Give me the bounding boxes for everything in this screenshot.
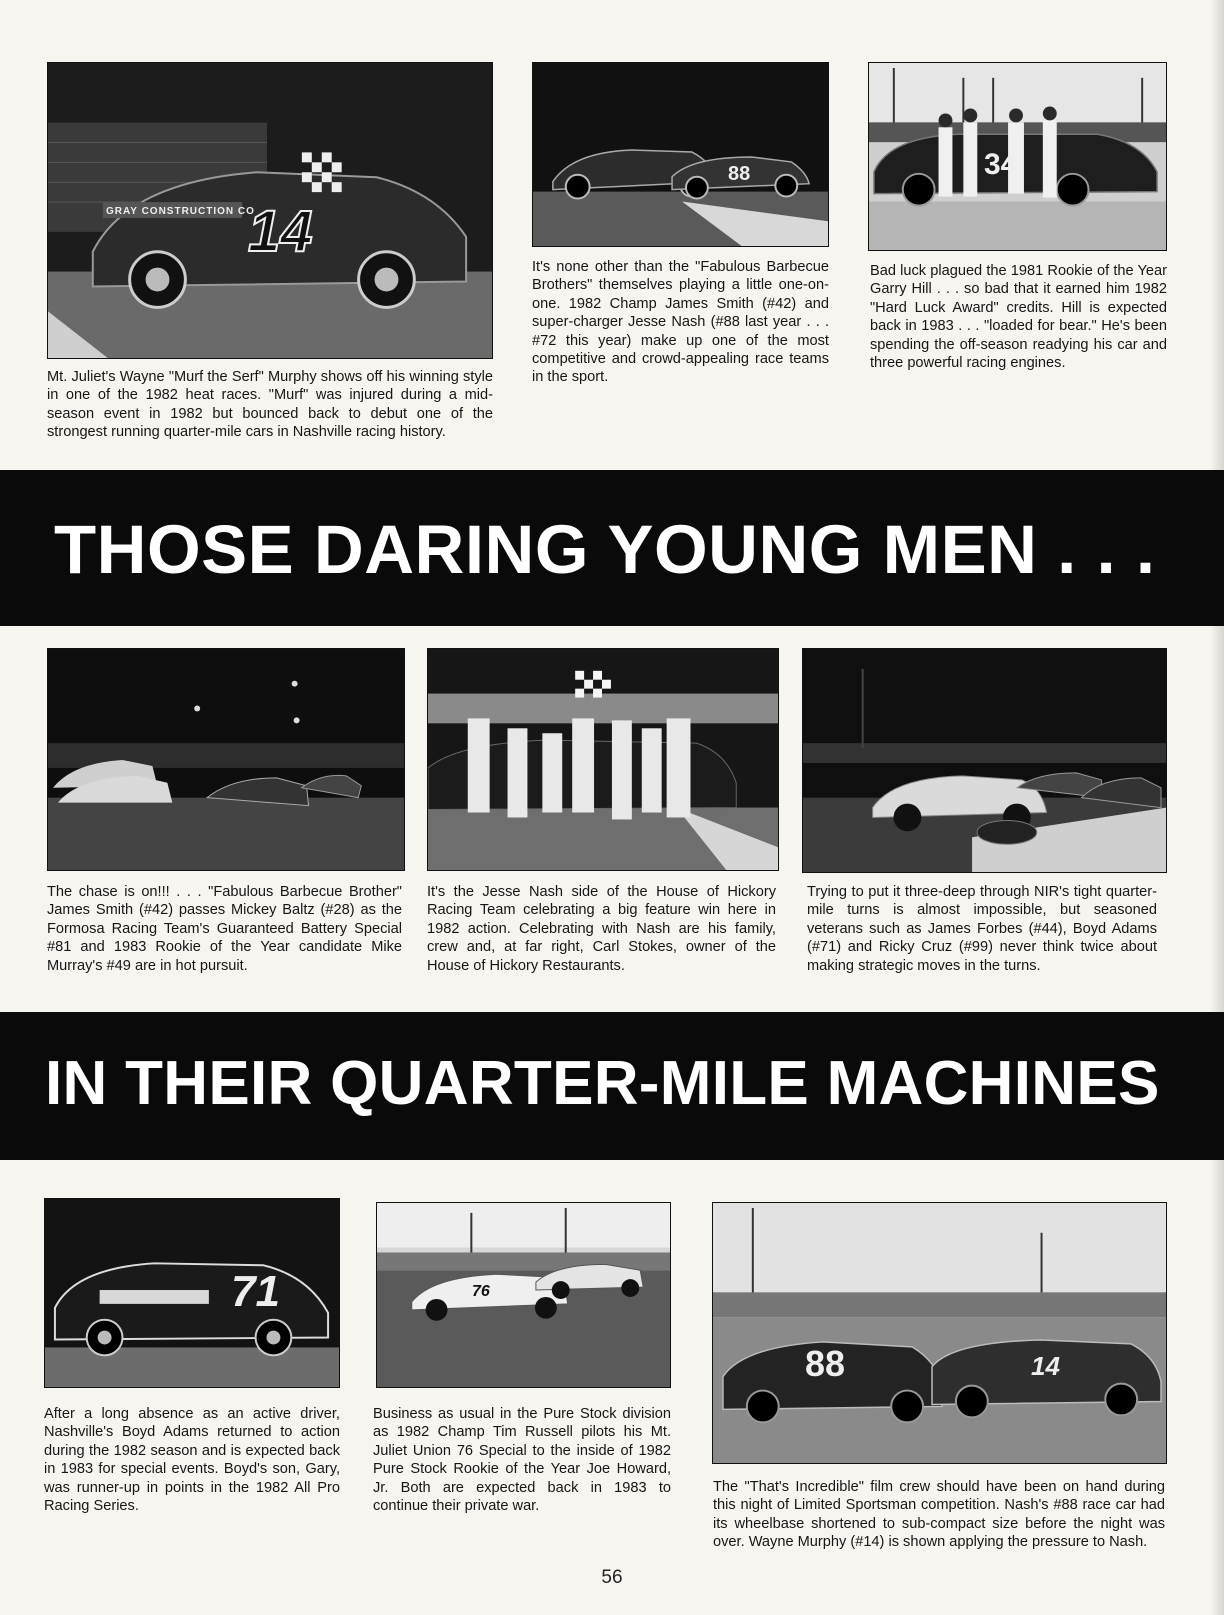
- caption-house-of-hickory: It's the Jesse Nash side of the House of Hickory Racing Team celebrating a big feature win here in 1982 action. Celebrating with Nash are his family, crew and, at far right, Carl Stokes, owner of the House of Hickory Restaurants.: [427, 884, 776, 974]
- photo-garry-hill: [868, 62, 1167, 251]
- photo-car-number: 71: [231, 1267, 280, 1316]
- photo-car-number: 76: [472, 1283, 490, 1300]
- photo-car-number: 34: [984, 148, 1018, 181]
- caption-chase-is-on: The chase is on!!! . . . "Fabulous Barbecue Brother" James Smith (#42) passes Mickey Baltz (#28) as the Formosa Racing Team's Guaranteed Battery Special #81 and 1983 Rookie of the Year candidate Mike Murray's #49 are in hot pursuit.: [47, 884, 402, 974]
- photo-chase-is-on: [47, 648, 405, 871]
- caption-boyd-adams: After a long absence as an active driver, Nashville's Boyd Adams returned to action during the 1982 season and is expected back in 1983 for special events. Boyd's son, Gary, was runner-up in points in the 1982 All Pro Racing Series.: [44, 1406, 340, 1515]
- page-edge-shadow: [1210, 0, 1224, 1615]
- photo-car-number: 88: [728, 163, 751, 185]
- photo-car-sponsor: GRAY CONSTRUCTION CO: [106, 206, 255, 217]
- caption-limited-sportsman: The "That's Incredible" film crew should have been on hand during this night of Limited Sportsman competition. Nash's #88 race car had its wheelbase shortened to sub-compact size before the night was over. Wayne Murphy (#14) is shown applying the pressure to Nash.: [713, 1479, 1165, 1551]
- caption-pure-stock: Business as usual in the Pure Stock division as 1982 Champ Tim Russell pilots his Mt. Juliet Union 76 Special to the inside of 1982 Pure Stock Rookie of the Year Joe Howard, Jr. Both are expected back in 1983 to continue their private war.: [373, 1406, 671, 1515]
- caption-three-deep: Trying to put it three-deep through NIR's tight quarter-mile turns is almost impossible, but seasoned veterans such as James Forbes (#44), Boyd Adams (#71) and Ricky Cruz (#99) never think twice about making strategic moves in the turns.: [807, 884, 1157, 974]
- photo-car-number: 14: [248, 199, 313, 264]
- photo-car-number-right: 14: [1031, 1351, 1060, 1381]
- photo-house-of-hickory: [427, 648, 779, 871]
- photo-car-number-left: 88: [805, 1343, 846, 1384]
- caption-garry-hill: Bad luck plagued the 1981 Rookie of the Year Garry Hill . . . so bad that it earned him 1982 "Hard Luck Award" credits. Hill is expected back in 1983 . . . "loaded for bear." He's been spending the off-season readying his car and three powerful racing engines.: [870, 263, 1167, 372]
- photo-boyd-adams-71: [44, 1198, 340, 1388]
- headline-text: IN THEIR QUARTER-MILE MACHINES: [45, 1049, 1160, 1118]
- page-number: 56: [601, 1567, 623, 1588]
- photo-pure-stock: [376, 1202, 671, 1388]
- photo-murphy-14: [47, 62, 493, 359]
- caption-murphy: Mt. Juliet's Wayne "Murf the Serf" Murphy shows off his winning style in one of the 1982 heat races. "Murf" was injured during a mid-season event in 1982 but bounced back to debut one of the strongest running quarter-mile cars in Nashville racing history.: [47, 369, 493, 441]
- photo-limited-sportsman: [712, 1202, 1167, 1464]
- photo-three-deep: [802, 648, 1167, 873]
- headline-quarter-mile-machines: [0, 1012, 1224, 1160]
- headline-daring-young-men: [0, 470, 1224, 626]
- caption-barbecue-brothers: It's none other than the "Fabulous Barbecue Brothers" themselves playing a little one-on-one. 1982 Champ James Smith (#42) and super-charger Jesse Nash (#88 last year . . . #72 this year) make up one of the most competitive and crowd-appealing race teams in the sport.: [532, 259, 829, 386]
- photo-barbecue-brothers: [532, 62, 829, 247]
- headline-text: THOSE DARING YOUNG MEN . . .: [54, 511, 1156, 588]
